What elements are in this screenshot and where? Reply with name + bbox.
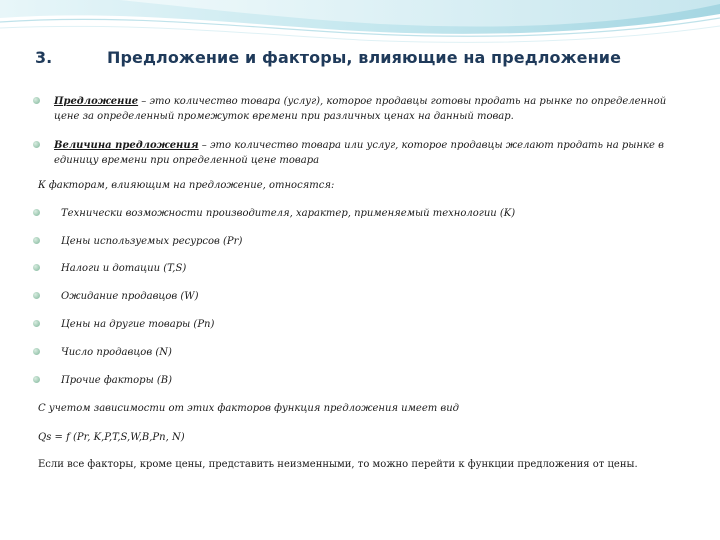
title-text: Предложение и факторы, влияющие на предложение — [107, 48, 622, 67]
bullet-icon — [33, 97, 40, 104]
definition-supply — [38, 94, 688, 124]
factor-item: Цены на другие товары (Pn) — [33, 319, 214, 330]
definition-text: – это количество товара (услуг), которое продавцы готовы продать на рынке по определенной цене за определенный промежуток времени при различных ценах на данный товар. — [54, 96, 667, 122]
definition-term: Величина предложения — [54, 140, 199, 151]
bullet-icon — [33, 348, 40, 355]
definition-text: – это количество товара или услуг, которое продавцы желают продать на рынке в единицу времени при определенной цене товара — [54, 140, 664, 166]
bullet-icon — [33, 209, 40, 216]
function-intro: С учетом зависимости от этих факторов функция предложения имеет вид — [38, 403, 460, 414]
factor-item: Технически возможности производителя, характер, применяемый технологии (K) — [33, 208, 515, 219]
bullet-icon — [33, 376, 40, 383]
bullet-icon — [33, 237, 40, 244]
bullet-icon — [33, 141, 40, 148]
factor-item: Число продавцов (N) — [33, 347, 172, 358]
conclusion-text: Если все факторы, кроме цены, представить неизменными, то можно перейти к функции предложения от цены. — [38, 459, 638, 470]
bullet-icon — [33, 320, 40, 327]
title-number: 3. — [35, 48, 53, 67]
supply-formula: Qs = f (Pr, K,P,T,S,W,B,Pn, N) — [38, 432, 185, 443]
definition-supply-quantity — [38, 138, 688, 168]
definition-term: Предложение — [54, 96, 139, 107]
bullet-icon — [33, 264, 40, 271]
factor-item: Прочие факторы (B) — [33, 375, 172, 386]
factor-item: Ожидание продавцов (W) — [33, 291, 199, 302]
bullet-icon — [33, 292, 40, 299]
factors-intro: К факторам, влияющим на предложение, относятся: — [38, 180, 335, 191]
factor-item: Налоги и дотации (T,S) — [33, 263, 186, 274]
factor-item: Цены используемых ресурсов (Pr) — [33, 236, 242, 247]
